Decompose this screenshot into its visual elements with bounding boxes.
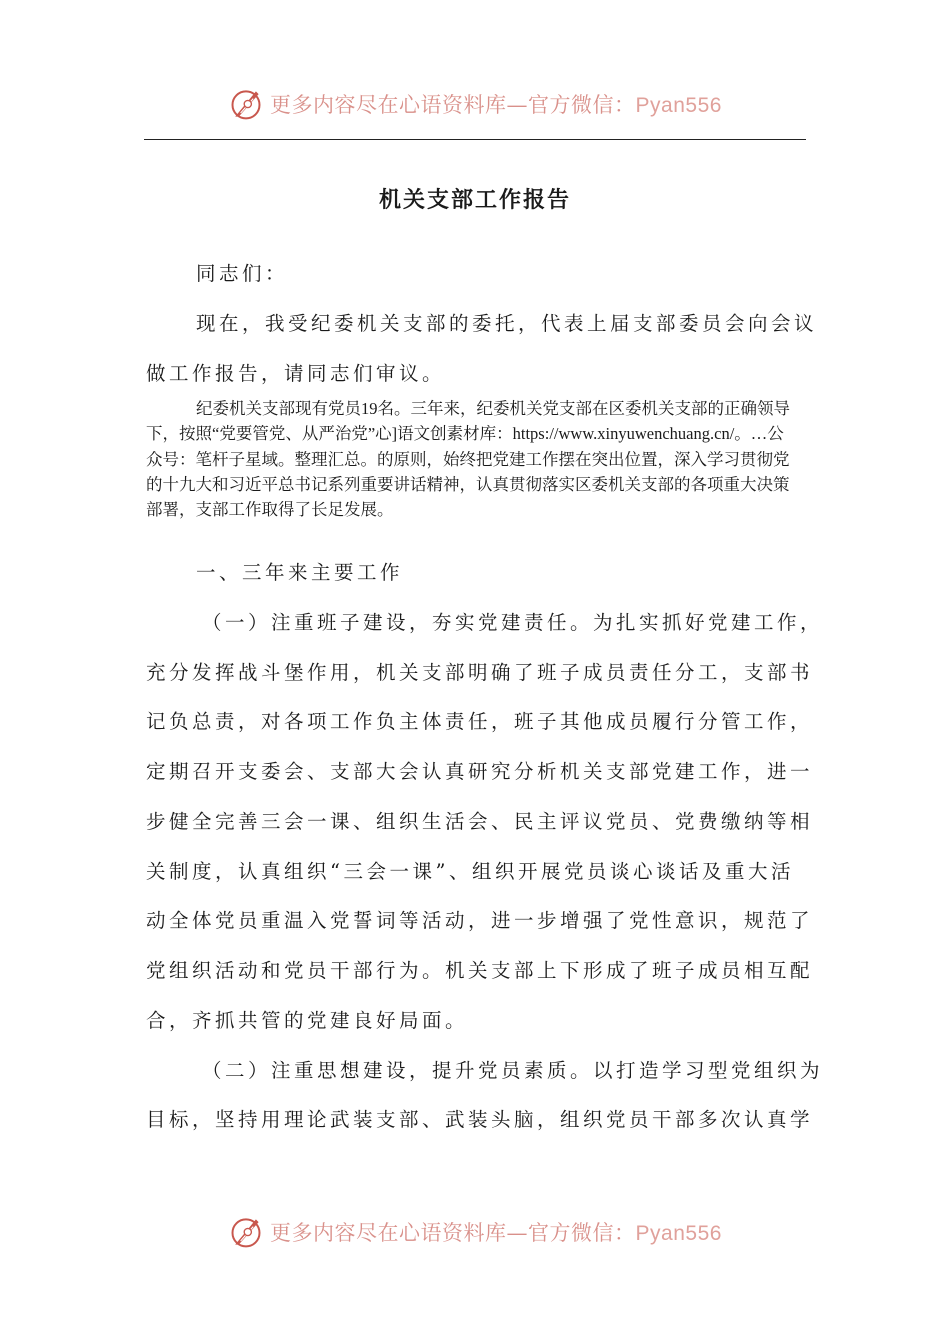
document-title: 机关支部工作报告 [378,187,571,213]
header-watermark-banner [0,84,950,124]
quill-logo-icon [228,1214,264,1250]
sec1-line: 记负总责，对各项工作负主体责任，班子其他成员履行分管工作， [146,710,814,733]
section-heading-1: 一、三年来主要工作 [196,561,404,584]
sec1-line: 定期召开支委会、支部大会认真研究分析机关支部党建工作，进一 [146,760,814,783]
sec2-line: （二）注重思想建设，提升党员素质。以打造学习型党组织为 [202,1059,824,1082]
summary-paragraph: 纪委机关支部现有党员19名。三年来，纪委机关党支部在区委机关支部的正确领导下，按照“党要管党、从严治党”心]语文创素材库：https://www.xinyuwenchuang.cn/。…公众号：笔杆子星域。整理汇总。的原则，始终把党建工作摆在突出位置，深入学习贯彻党的十九大和习近平总书记系列重要讲话精神，认真贯彻落实区委机关支部的各项重大决策部署，支部工作取得了长足发展。 [146,399,790,520]
header-divider [144,139,806,140]
sec1-line: 步健全完善三会一课、组织生活会、民主评议党员、党费缴纳等相 [146,810,814,833]
footer-watermark-banner [0,1212,950,1252]
quill-logo-icon [228,86,264,122]
intro-line-2: 做工作报告，请同志们审议。 [146,362,446,385]
wechat-id: Pyan556 [635,1222,722,1245]
sec1-line: 动全体党员重温入党誓词等活动，进一步增强了党性意识，规范了 [146,909,814,932]
sec1-line: 党组织活动和党员干部行为。机关支部上下形成了班子成员相互配 [146,959,814,982]
sec1-line: （一）注重班子建设，夯实党建责任。为扎实抓好党建工作， [202,611,824,634]
sec1-line: 充分发挥战斗堡作用，机关支部明确了班子成员责任分工，支部书 [146,661,814,684]
intro-line-1: 现在，我受纪委机关支部的委托，代表上届支部委员会向会议 [196,312,818,335]
greeting: 同志们： [196,262,289,285]
wechat-id: Pyan556 [635,94,722,117]
sec1-line: 合，齐抓共管的党建良好局面。 [146,1009,469,1032]
banner-text [270,1217,722,1247]
banner-text [270,89,722,119]
sec2-line: 目标，坚持用理论武装支部、武装头脑，组织党员干部多次认真学 [146,1108,814,1131]
sec1-line: 关制度，认真组织“三会一课”、组织开展党员谈心谈话及重大活 [146,860,794,883]
banner-slogan: 更多内容尽在心语资料库—官方微信： [270,93,636,117]
banner-slogan: 更多内容尽在心语资料库—官方微信： [270,1221,636,1245]
